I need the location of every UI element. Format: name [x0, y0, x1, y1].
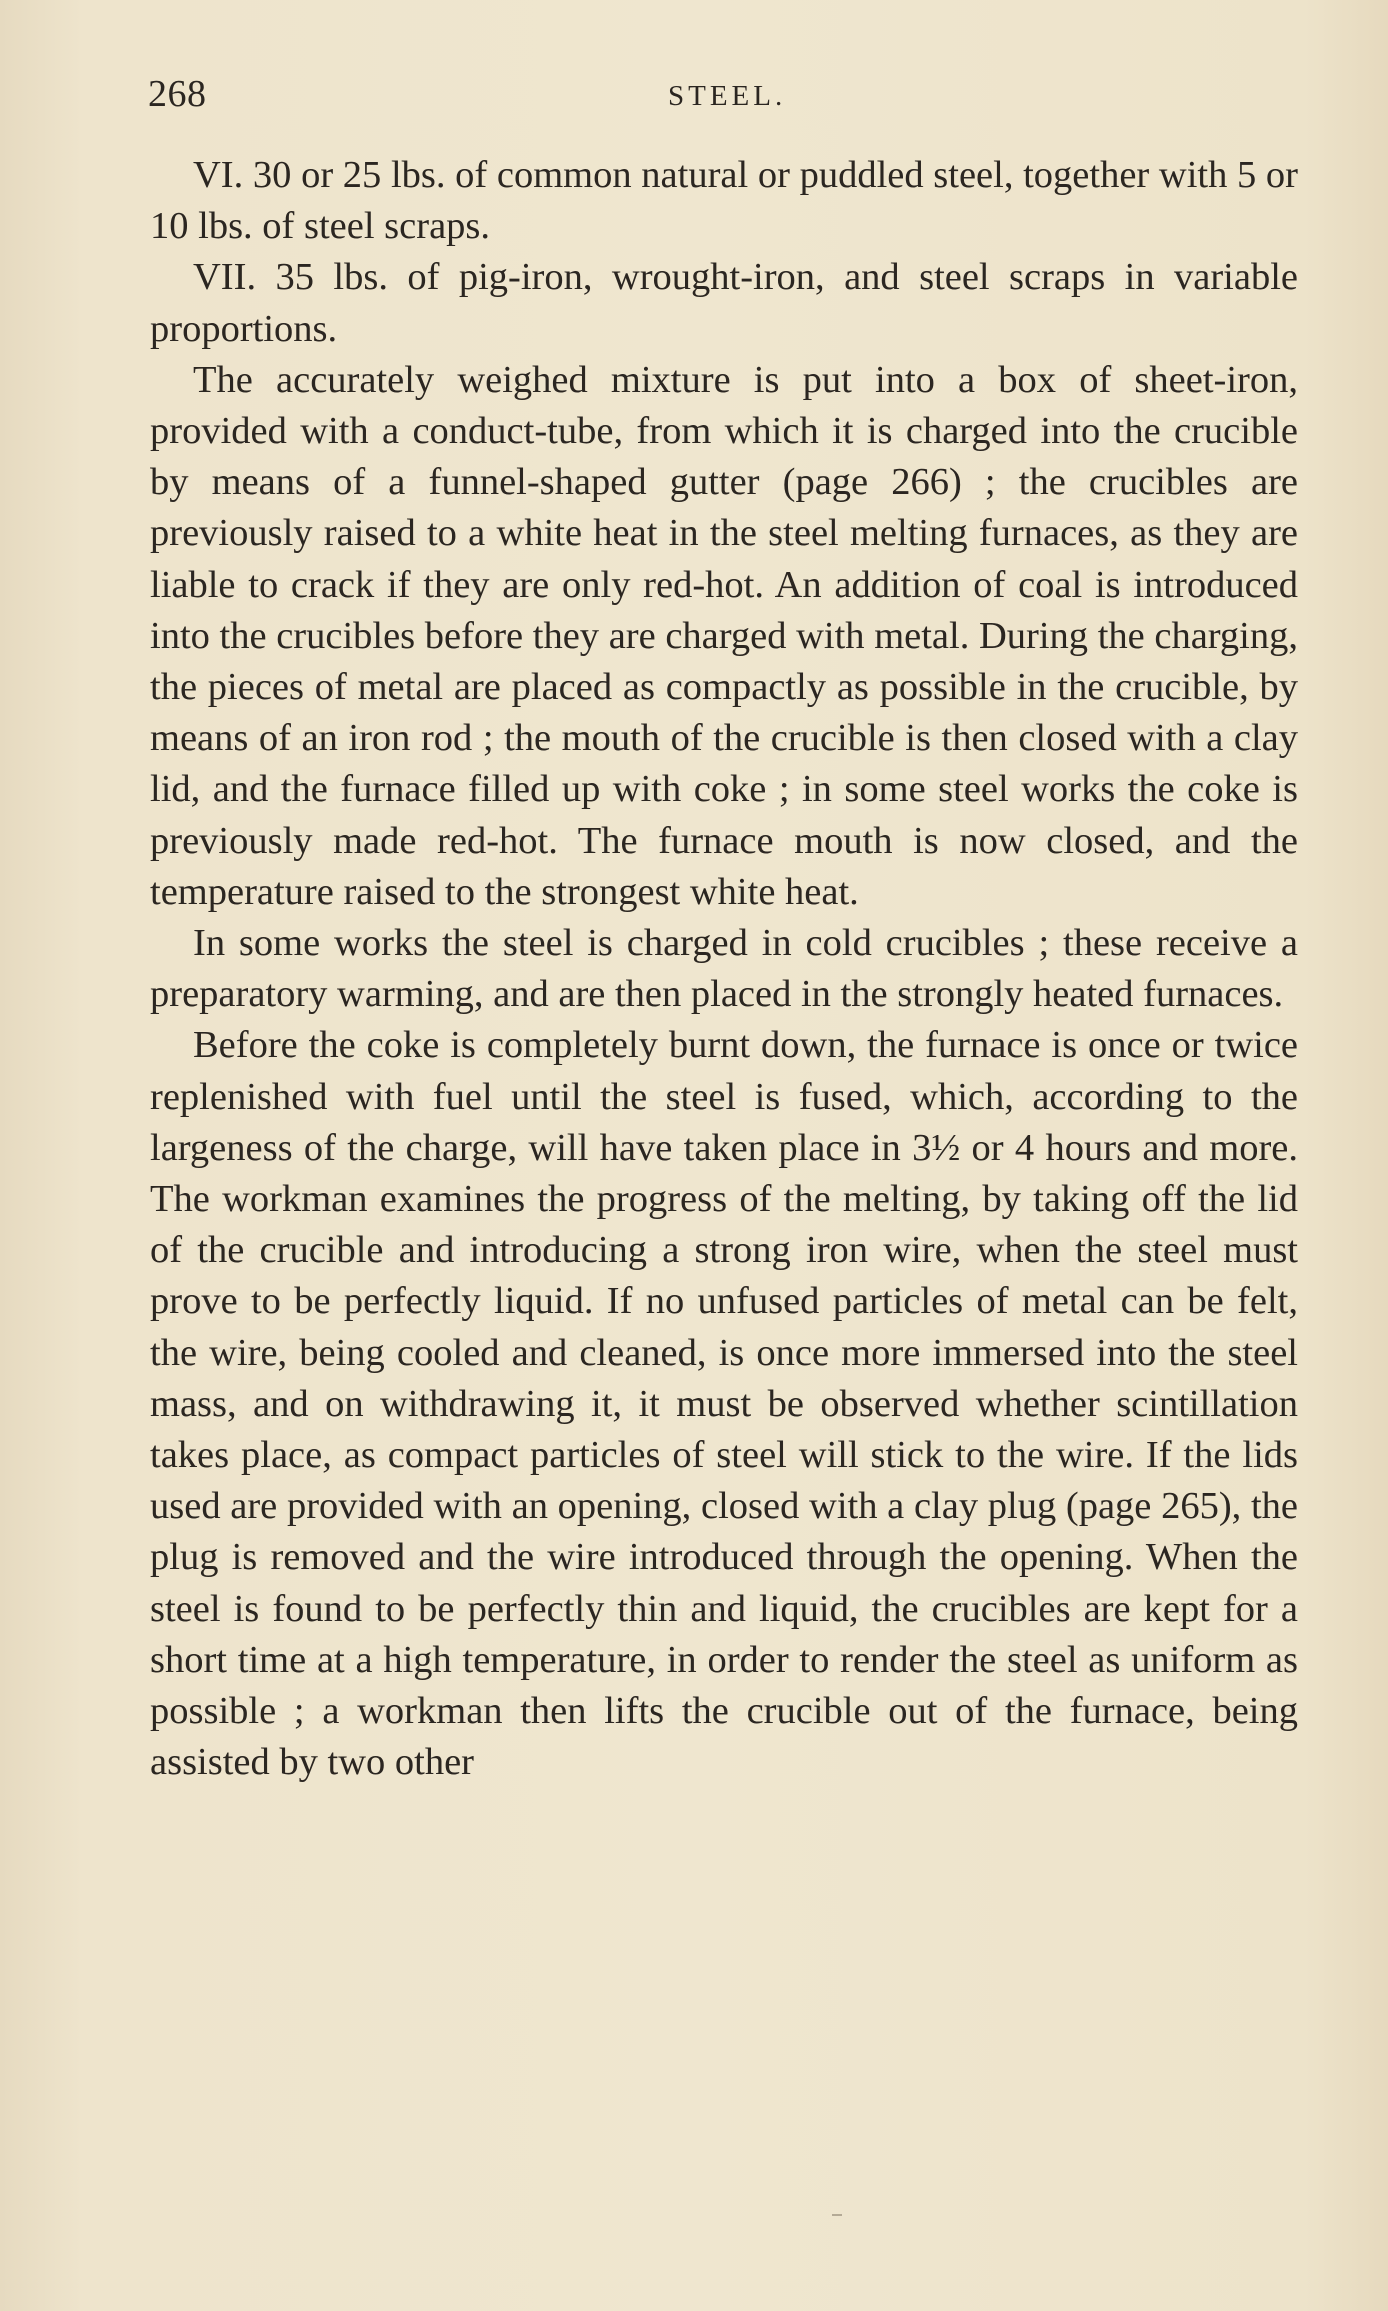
- paragraph-charging: The accurately weighed mixture is put into a box of sheet-iron, provided with a conduct-tube, from which it is charged into the crucible by means of a funnel-shaped gutter (page 266) ; the crucibles are previously raised to a white heat in the steel melting furnaces, as they are liable to crack if they are only red-hot. An addition of coal is introduced into the crucibles before they are charged with metal. During the charging, the pieces of metal are placed as compactly as possible in the crucible, by means of an iron rod ; the mouth of the crucible is then closed with a clay lid, and the furnace filled up with coke ; in some steel works the coke is previously made red-hot. The furnace mouth is now closed, and the temperature raised to the strongest white heat.: [150, 358, 1298, 913]
- body-text: [150, 150, 1298, 1789]
- paper-speck: [832, 2214, 842, 2216]
- running-head: STEEL.: [668, 80, 787, 112]
- paragraph-vi: VI. 30 or 25 lbs. of common natural or puddled steel, together with 5 or 10 lbs. of steel scraps.: [150, 154, 1298, 248]
- page-number: 268: [148, 73, 207, 115]
- page-header: [148, 72, 1298, 122]
- paragraph-melting: Before the coke is completely burnt down, the furnace is once or twice replenished with fuel until the steel is fused, which, according to the largeness of the charge, will have taken place in 3½ or 4 hours and more. The workman examines the progress of the melting, by taking off the lid of the crucible and introducing a strong iron wire, when the steel must prove to be perfectly liquid. If no unfused particles of metal can be felt, the wire, being cooled and cleaned, is once more immersed into the steel mass, and on withdrawing it, it must be observed whether scintillation takes place, as compact particles of steel will stick to the wire. If the lids used are provided with an opening, closed with a clay plug (page 265), the plug is removed and the wire introduced through the opening. When the steel is found to be perfectly thin and liquid, the crucibles are kept for a short time at a high temperature, in order to render the steel as uniform as possible ; a workman then lifts the crucible out of the furnace, being assisted by two other: [150, 1024, 1298, 1784]
- paragraph-vii: VII. 35 lbs. of pig-iron, wrought-iron, and steel scraps in variable proportions.: [150, 256, 1298, 350]
- paragraph-cold-crucibles: In some works the steel is charged in cold crucibles ; these receive a preparatory warming, and are then placed in the strongly heated furnaces.: [150, 922, 1298, 1016]
